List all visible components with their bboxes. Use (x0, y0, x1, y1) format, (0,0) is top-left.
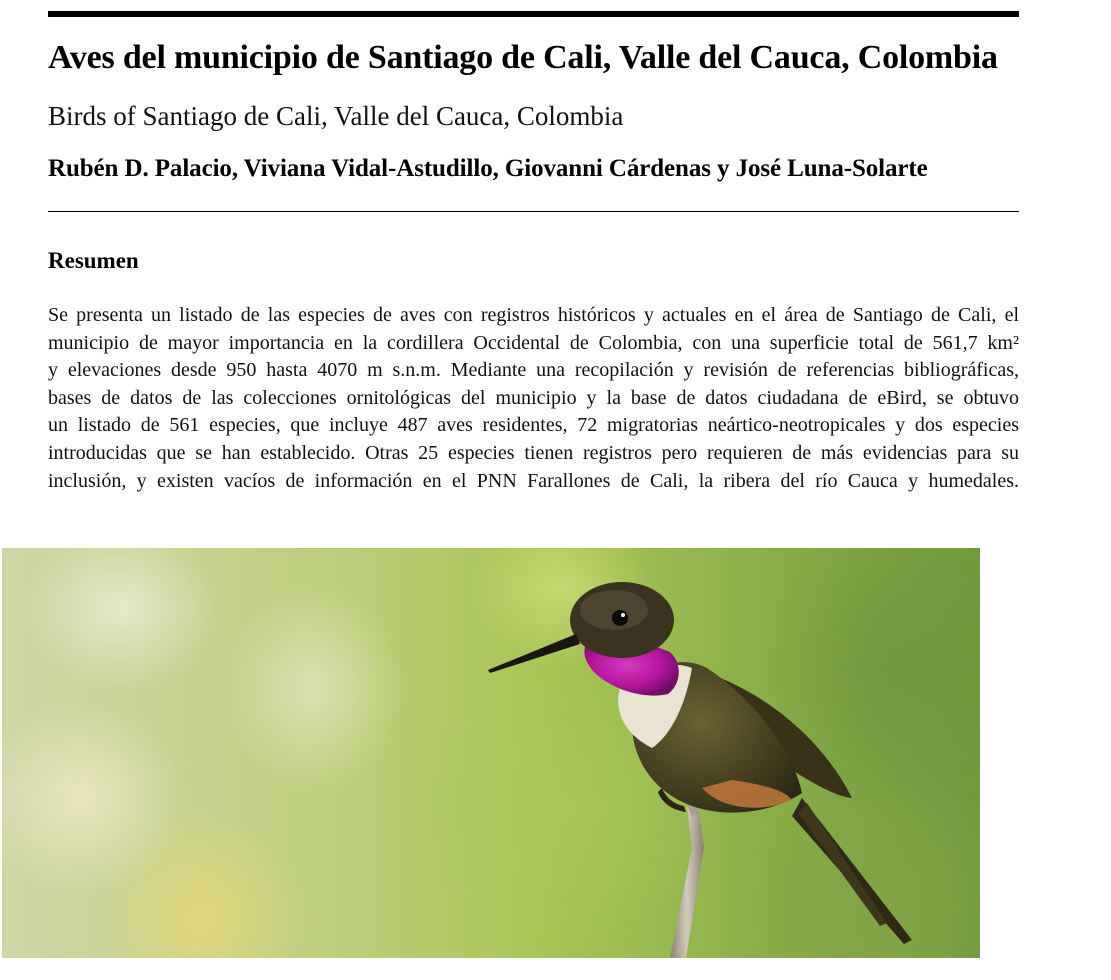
abstract-line: introducidas que se han establecido. Otras 25 especies tienen registros pero requieren de más evidencias para su (48, 441, 1019, 464)
divider-rule (48, 211, 1019, 212)
hummingbird-illustration (2, 548, 980, 958)
beak (488, 634, 580, 673)
abstract-line: municipio de mayor importancia en la cordillera Occidental de Colombia, con una superficie total de 561,7 km² (48, 331, 1019, 354)
eye (612, 610, 628, 626)
hummingbird-photo (2, 548, 980, 958)
article-title: Aves del municipio de Santiago de Cali, Valle del Cauca, Colombia (48, 39, 998, 76)
abstract-line: un listado de 561 especies, que incluye 487 aves residentes, 72 migratorias neártico-neotropicales y dos especies (48, 414, 1019, 437)
abstract-heading: Resumen (48, 248, 139, 273)
branch (670, 788, 704, 958)
abstract-line: inclusión, y existen vacíos de información en el PNN Farallones de Cali, la ribera del río Cauca y humedales. (48, 469, 1019, 492)
abstract-line: Se presenta un listado de las especies de aves con registros históricos y actuales en el área de Santiago de Cali, el (48, 304, 1019, 326)
abstract-line: bases de datos de las colecciones ornitológicas del municipio y la base de datos ciudadana de eBird, se obtuvo (48, 386, 1019, 409)
abstract-line: y elevaciones desde 950 hasta 4070 m s.n.m. Mediante una recopilación y revisión de referencias bibliográficas, (48, 359, 1019, 382)
top-rule (48, 11, 1019, 17)
abstract-body (48, 302, 1019, 495)
article-subtitle: Birds of Santiago de Cali, Valle del Cauca, Colombia (48, 101, 624, 131)
author-list: Rubén D. Palacio, Viviana Vidal-Astudillo, Giovanni Cárdenas y José Luna-Solarte (48, 155, 928, 182)
